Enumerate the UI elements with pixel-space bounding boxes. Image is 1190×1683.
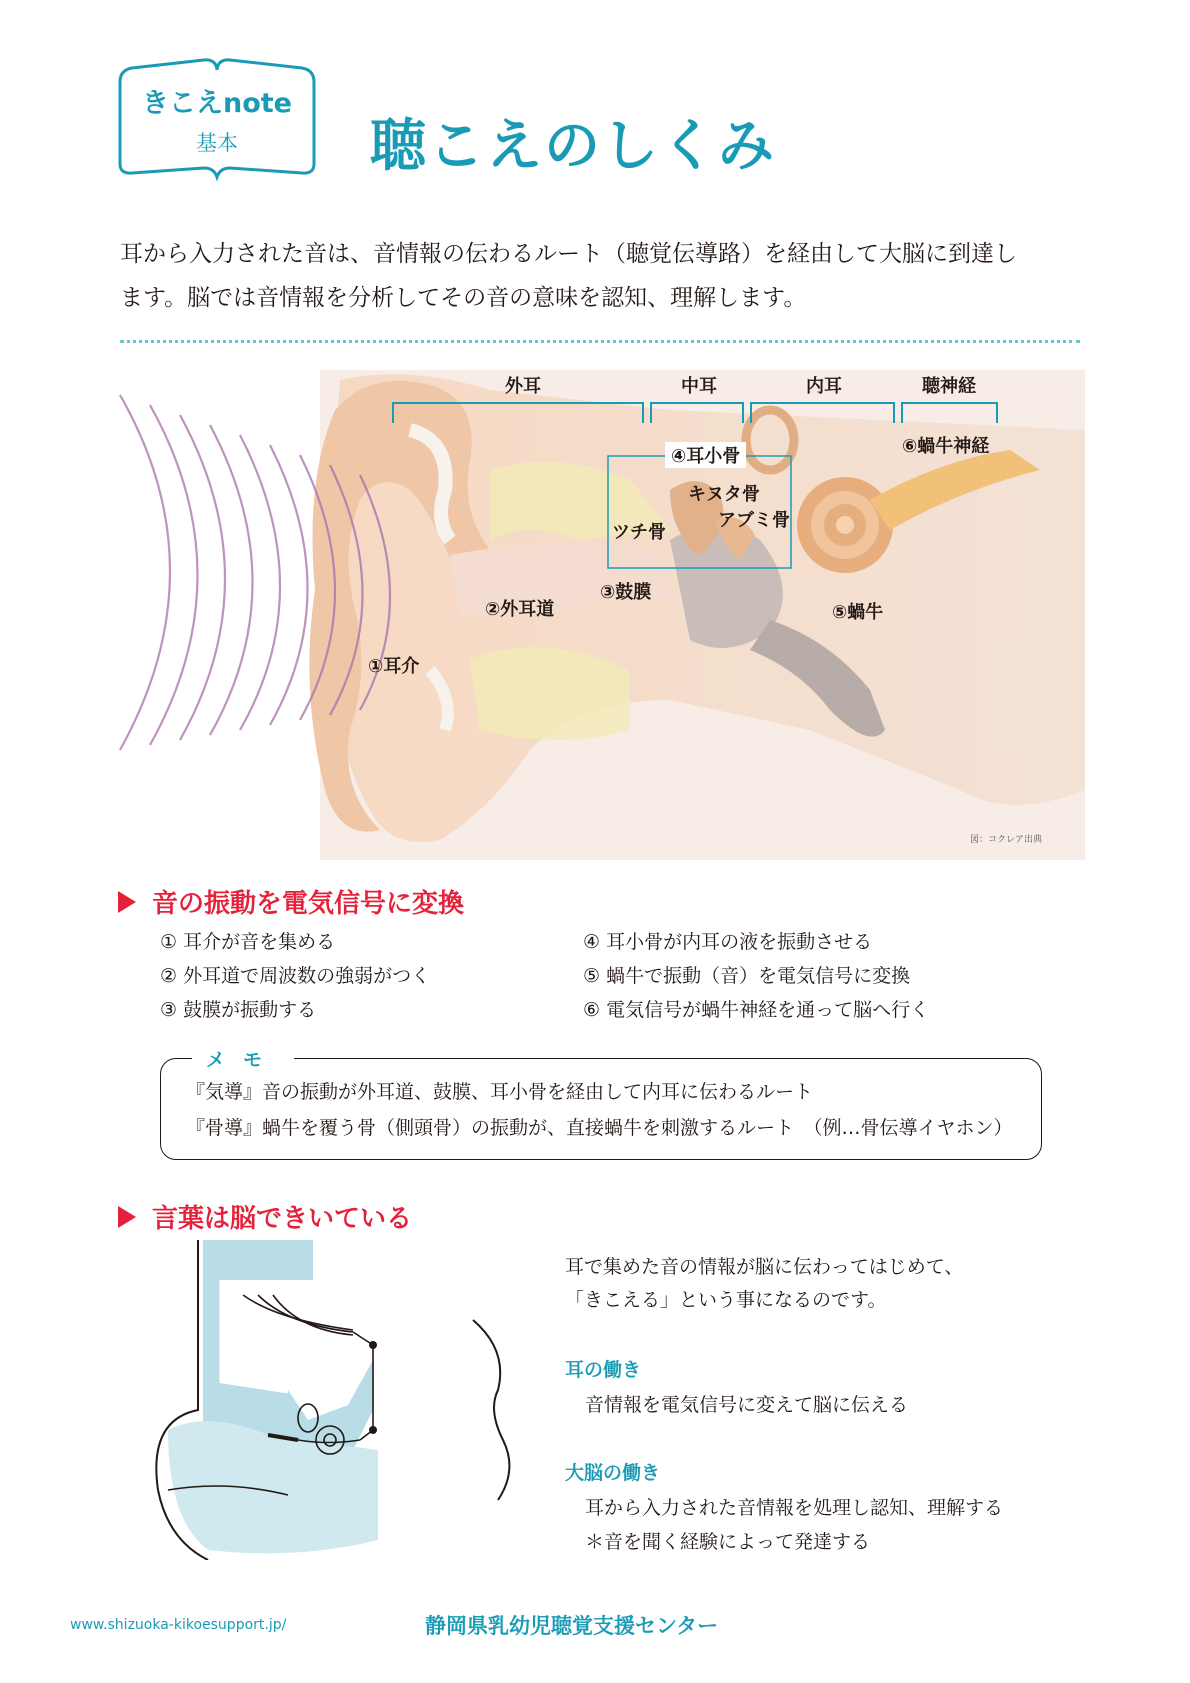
region-inner-ear: 内耳 xyxy=(806,376,842,397)
memo-title: メモ xyxy=(192,1045,294,1072)
figure-credit: 図：コクレア出典 xyxy=(970,835,1043,845)
badge-line1: きこえnote xyxy=(142,88,292,119)
label-incus: キヌタ骨 xyxy=(688,484,760,505)
ear-work-text: 音情報を電気信号に変えて脳に伝える xyxy=(585,1394,909,1416)
step-item: ⑤ 蝸牛で振動（音）を電気信号に変換 xyxy=(583,965,911,987)
brain-ear-pathway-illustration xyxy=(148,1240,518,1560)
ear-anatomy-figure xyxy=(110,370,1085,860)
kikoe-note-badge xyxy=(112,52,322,187)
label-malleus: ツチ骨 xyxy=(612,522,666,543)
region-middle-ear: 中耳 xyxy=(681,376,717,397)
step-item: ① 耳介が音を集める xyxy=(160,931,336,953)
brain-work-note: ＊音を聞く経験によって発達する xyxy=(585,1531,871,1553)
steps-right xyxy=(583,925,929,1027)
footer-url[interactable]: www.shizuoka-kikoesupport.jp/ xyxy=(70,1617,287,1633)
label-ossicles: ④耳小骨 xyxy=(665,442,746,468)
dotted-divider xyxy=(120,340,1080,345)
triangle-bullet-icon xyxy=(118,1206,136,1228)
badge-line2: 基本 xyxy=(196,131,238,155)
label-cochlea: ⑤蝸牛 xyxy=(832,602,884,623)
intro-line: 耳から入力された音は、音情報の伝わるルート（聴覚伝導路）を経由して大脳に到達し xyxy=(120,241,1017,267)
section-heading-text: 音の振動を電気信号に変換 xyxy=(152,889,465,919)
triangle-bullet-icon xyxy=(118,891,136,913)
intro-line: ます。脳では音情報を分析してその音の意味を認知、理解します。 xyxy=(120,285,807,311)
step-item: ⑥ 電気信号が蝸牛神経を通って脳へ行く xyxy=(583,999,930,1021)
brain-text-line1: 耳で集めた音の情報が脳に伝わってはじめて、 xyxy=(565,1256,964,1278)
label-ear-canal: ②外耳道 xyxy=(485,599,555,620)
memo-line-bone-conduction: 『骨導』蝸牛を覆う骨（側頭骨）の振動が、直接蝸牛を刺激するルート （例…骨伝導イヤホン） xyxy=(186,1117,1013,1139)
intro-paragraph xyxy=(120,232,1080,320)
label-auricle: ①耳介 xyxy=(368,656,420,677)
region-auditory-nerve: 聴神経 xyxy=(922,376,976,397)
brain-work-text: 耳から入力された音情報を処理し認知、理解する xyxy=(585,1497,1004,1519)
footer-organization: 静岡県乳幼児聴覚支援センター xyxy=(425,1614,719,1638)
steps-left xyxy=(160,925,430,1027)
section-heading-brain-hearing xyxy=(118,1198,412,1235)
step-item: ② 外耳道で周波数の強弱がつく xyxy=(160,965,431,987)
section-heading-signal-conversion xyxy=(118,883,464,920)
memo-content xyxy=(186,1074,1013,1146)
step-item: ④ 耳小骨が内耳の液を振動させる xyxy=(583,931,873,953)
page-title: 聴こえのしくみ xyxy=(370,114,776,179)
label-stapes: アブミ骨 xyxy=(718,510,790,531)
memo-line-air-conduction: 『気導』音の振動が外耳道、鼓膜、耳小骨を経由して内耳に伝わるルート xyxy=(186,1081,814,1103)
ear-work-title: 耳の働き xyxy=(565,1359,642,1381)
label-cochlear-nerve: ⑥蝸牛神経 xyxy=(902,436,990,457)
label-eardrum: ③鼓膜 xyxy=(600,582,652,603)
step-item: ③ 鼓膜が振動する xyxy=(160,999,317,1021)
brain-work-title: 大脳の働き xyxy=(565,1462,661,1484)
brain-text-line2: 「きこえる」という事になるのです。 xyxy=(565,1289,887,1311)
section-heading-text: 言葉は脳できいている xyxy=(152,1204,413,1234)
region-outer-ear: 外耳 xyxy=(505,376,541,397)
